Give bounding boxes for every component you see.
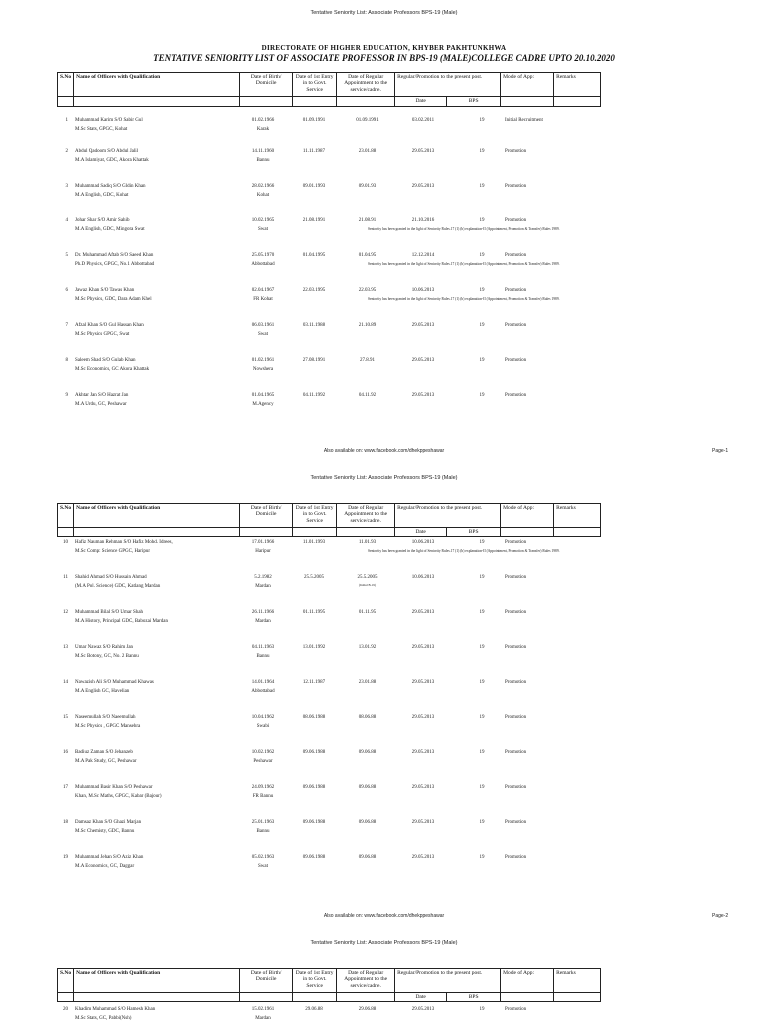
regular-appointment-date: 01.04.95 <box>358 253 377 258</box>
bps-grade: 19 <box>479 715 485 720</box>
officer-name: Shahid Ahmad S/O Hussain Ahmad <box>75 575 147 580</box>
serial-number: 11 <box>63 575 68 580</box>
officer-name: Umar Nawaz S/O Rahim Jan <box>75 645 134 650</box>
bps-grade: 19 <box>479 820 485 825</box>
bps-grade: 19 <box>479 785 485 790</box>
bps-grade: 19 <box>479 575 485 580</box>
regular-appointment-date: 29.06.88 <box>358 1007 377 1012</box>
domicile: Abbottabad <box>251 689 275 694</box>
mode-of-appointment: Promotion <box>505 715 527 720</box>
bps-grade: 19 <box>479 645 485 650</box>
officer-qualification: M.A English, GDC, Kohat <box>75 193 129 198</box>
regular-appointment-date: 23.01.88 <box>358 149 377 154</box>
first-entry-date: 01.09.1991 <box>302 118 326 123</box>
first-entry-date: 09.06.1988 <box>302 820 326 825</box>
officer-qualification: Khan, M.Sc Maths, GPGC, Kabar (Bajour) <box>75 794 162 799</box>
officer-qualification: M.A English, GDC, Mingora Swat <box>75 227 145 232</box>
first-entry-date: 08.06.1988 <box>302 715 326 720</box>
seniority-remark: Seniority has been granted in the light of Seniority Rules.17 (1) (b) explanation-II (Appointment, Promotion & Transfer) Rules 1989. <box>368 549 560 553</box>
regular-appointment-date: 04.11.92 <box>358 393 377 398</box>
promotion-date: 29.05.2013 <box>411 750 435 755</box>
officer-name: Abdul Qadoom S/O Abdul Jalil <box>75 149 139 154</box>
regular-appointment-date: 21.10.89 <box>358 323 377 328</box>
bps-grade: 19 <box>479 184 485 189</box>
first-entry-date: 13.01.1992 <box>302 645 326 650</box>
running-header: Tentative Seniority List: Associate Professors BPS-19 (Male) <box>310 10 458 16</box>
officer-qualification: (M.A Pol. Science) GDC, Katlang Mardan <box>75 584 161 589</box>
mode-of-appointment: Promotion <box>505 680 527 685</box>
domicile: FR Bannu <box>252 794 274 799</box>
serial-number: 14 <box>63 680 68 685</box>
date-of-birth: 04.11.1963 <box>251 645 275 650</box>
page-number: Page-2 <box>712 913 729 919</box>
first-entry-date: 01.11.1995 <box>302 610 326 615</box>
promotion-date: 29.05.2013 <box>411 610 435 615</box>
regular-appointment-date: 09.06.88 <box>358 785 377 790</box>
col-mode: Mode of App: <box>501 73 554 97</box>
promotion-date: 10.06.2013 <box>411 288 435 293</box>
bps-grade: 19 <box>479 855 485 860</box>
serial-number: 20 <box>63 1007 68 1012</box>
officer-name: Badiuz Zaman S/O Jehanzeb <box>75 750 133 755</box>
col-remarks: Remarks <box>554 969 601 993</box>
bps-grade: 19 <box>479 680 485 685</box>
bps-grade: 19 <box>479 253 485 258</box>
domicile: Swabi <box>256 724 270 729</box>
domicile: Swat <box>258 332 268 337</box>
officer-qualification: M.A Islamiyat, GDC, Akora Khattak <box>75 158 149 163</box>
col-promotion: Regular/Promotion to the present post. <box>395 73 501 97</box>
date-of-birth: 26.11.1966 <box>251 610 275 615</box>
mode-of-appointment: Promotion <box>505 393 527 398</box>
page-number: Page-1 <box>712 448 729 454</box>
bps-grade: 19 <box>479 750 485 755</box>
promotion-date: 29.05.2013 <box>411 645 435 650</box>
date-of-birth: 24.09.1962 <box>251 785 275 790</box>
first-entry-date: 25.5.2005 <box>304 575 324 580</box>
officer-qualification: M.Sc Physics , GPGC Mansehra <box>75 724 141 729</box>
promotion-date: 29.05.2013 <box>411 855 435 860</box>
footer-link: Also available on: www.facebook.com/dhekppeshawar <box>323 448 445 454</box>
first-entry-date: 11.01.1993 <box>302 540 326 545</box>
bps-grade: 19 <box>479 1007 485 1012</box>
mode-of-appointment: Promotion <box>505 540 527 545</box>
promotion-date: 29.05.2013 <box>411 149 435 154</box>
first-entry-date: 01.04.1995 <box>302 253 326 258</box>
domicile: Kohat <box>256 193 270 198</box>
promotion-date: 29.05.2013 <box>411 785 435 790</box>
first-entry-date: 09.01.1993 <box>302 184 326 189</box>
officer-name: Muhammad Basir Khan S/O Peshawar <box>75 785 153 790</box>
officer-qualification: Ph.D Physics, GPGC, No.1 Abbottabad <box>75 262 155 267</box>
serial-number: 12 <box>63 610 68 615</box>
domicile: Bannu <box>256 654 270 659</box>
date-of-birth: 01.02.1966 <box>251 118 275 123</box>
date-of-birth: 25.05.1970 <box>251 253 275 258</box>
col-mode: Mode of App: <box>501 504 554 528</box>
mode-of-appointment: Promotion <box>505 323 527 328</box>
officer-name: Nawazish Ali S/O Muhammad Khawas <box>75 680 154 685</box>
serial-number: 15 <box>63 715 68 720</box>
officer-qualification: M.A Pak Study, GC, Peshawar <box>75 759 137 764</box>
regular-appointment-date: 09.06.88 <box>358 820 377 825</box>
officer-qualification: M.Sc Botony, GC, No. 2 Bannu <box>75 654 139 659</box>
date-of-birth: 28.02.1966 <box>251 184 275 189</box>
domicile: Mardan <box>255 1016 271 1021</box>
domicile: Abbottabad <box>251 262 275 267</box>
mode-of-appointment: Promotion <box>505 820 527 825</box>
col-promotion: Regular/Promotion to the present post. <box>395 504 501 528</box>
first-entry-date: 11.11.1987 <box>302 149 326 154</box>
bps-grade: 19 <box>479 218 485 223</box>
promotion-date: 29.05.2013 <box>411 715 435 720</box>
col-date: Date <box>395 97 447 107</box>
column-header-table <box>57 968 601 1002</box>
domicile: M.Agency <box>252 402 274 407</box>
col-mode: Mode of App: <box>501 969 554 993</box>
col-dob: Date of Birth/ Domicile <box>240 969 293 993</box>
col-promotion: Regular/Promotion to the present post. <box>395 969 501 993</box>
col-bps: BPS <box>447 97 501 107</box>
promotion-date: 29.05.2013 <box>411 393 435 398</box>
mode-of-appointment: Promotion <box>505 610 527 615</box>
first-entry-date: 09.06.1988 <box>302 855 326 860</box>
promotion-date: 29.05.2013 <box>411 184 435 189</box>
serial-number: 2 <box>65 149 68 154</box>
promotion-date: 12.12.2014 <box>411 253 435 258</box>
promotion-date: 21.10.2016 <box>411 218 435 223</box>
officer-name: Johar Shar S/O Amir Sahib <box>75 218 130 223</box>
officer-qualification: M.A History, Principal GDC, Babozai Mardan <box>75 619 168 624</box>
date-of-birth: 14.01.1964 <box>251 680 275 685</box>
regular-appointment-date: 08.06.88 <box>358 715 377 720</box>
col-bps: BPS <box>447 528 501 537</box>
domicile: Swat <box>258 864 268 869</box>
mode-of-appointment: Promotion <box>505 855 527 860</box>
serial-number: 16 <box>63 750 68 755</box>
officer-name: Muhammad Sadiq S/O Gldin Khan <box>75 184 146 189</box>
serial-number: 4 <box>65 218 68 223</box>
col-regular: Date of Regular Appointment to the service/cadre. <box>337 504 395 528</box>
col-sno: S.No <box>58 504 74 528</box>
domicile: Swat <box>258 227 268 232</box>
promotion-date: 29.05.2013 <box>411 680 435 685</box>
promotion-date: 10.06.2013 <box>411 575 435 580</box>
footer-link: Also available on: www.facebook.com/dhekppeshawar <box>323 913 445 919</box>
serial-number: 3 <box>65 184 68 189</box>
officer-qualification: M.A English GC, Havelian <box>75 689 130 694</box>
mode-of-appointment: Promotion <box>505 218 527 223</box>
officer-qualification: M.Sc Stats, GPGC, Kohat <box>75 127 128 132</box>
promotion-date: 29.05.2013 <box>411 820 435 825</box>
serial-number: 18 <box>63 820 68 825</box>
serial-number: 5 <box>65 253 68 258</box>
col-name: Name of Officers with Qualification <box>74 73 240 97</box>
officer-name: Muhammad Jehan S/O Aziz Khan <box>75 855 144 860</box>
col-regular: Date of Regular Appointment to the service/cadre. <box>337 73 395 97</box>
date-of-birth: 10.04.1962 <box>251 715 275 720</box>
regular-appointment-date: 09.06.88 <box>358 750 377 755</box>
regular-appointment-date: 13.01.92 <box>358 645 377 650</box>
serial-number: 9 <box>65 393 68 398</box>
officer-name: Damsaz Khan S/O Ghazi Marjan <box>75 820 142 825</box>
regular-appointment-date: 27.8.91 <box>360 358 375 363</box>
mode-of-appointment: Promotion <box>505 1007 527 1012</box>
domicile: Nowshera <box>252 367 274 372</box>
bps-grade: 19 <box>479 358 485 363</box>
promotion-date: 03.02.2011 <box>411 118 435 123</box>
seniority-remark: Seniority has been granted in the light of Seniority Rules.17 (1) (b) explanation-II (Appointment, Promotion & Transfer) Rules 1989. <box>368 227 560 231</box>
promotion-date: 10.06.2013 <box>411 540 435 545</box>
serial-number: 10 <box>63 540 68 545</box>
regular-appointment-date: 23.01.88 <box>358 680 377 685</box>
serial-number: 1 <box>65 118 68 123</box>
bps-grade: 19 <box>479 149 485 154</box>
mode-of-appointment: Promotion <box>505 750 527 755</box>
col-first-entry: Date of 1st Entry in to Govt. Service <box>293 969 337 993</box>
regular-appointment-date: 09.06.88 <box>358 855 377 860</box>
first-entry-date: 03.11.1988 <box>302 323 326 328</box>
mode-of-appointment: Promotion <box>505 288 527 293</box>
bps-grade: 19 <box>479 288 485 293</box>
mode-of-appointment: Promotion <box>505 358 527 363</box>
column-header-table <box>57 503 601 537</box>
col-dob: Date of Birth/ Domicile <box>240 73 293 97</box>
domicile: FR Kohat <box>253 297 273 302</box>
regular-appointment-date: 25.5.2005 <box>357 575 378 580</box>
date-of-birth: 06.03.1961 <box>251 323 275 328</box>
first-entry-date: 29.06.88 <box>305 1007 323 1012</box>
regular-appointment-date: 01.11.95 <box>358 610 377 615</box>
mode-of-appointment: Promotion <box>505 149 527 154</box>
date-of-birth: 01.02.1961 <box>251 358 275 363</box>
bps-grade: 19 <box>479 393 485 398</box>
serial-number: 13 <box>63 645 68 650</box>
domicile: Peshawar <box>253 759 273 764</box>
col-bps: BPS <box>447 993 501 1002</box>
officer-name: Khadim Muhammad S/O Hamesh Khan <box>75 1007 156 1012</box>
mode-of-appointment: Initial Recruitment <box>505 118 543 123</box>
domicile: Karak <box>256 127 270 132</box>
first-entry-date: 04.11.1992 <box>302 393 326 398</box>
directorate-title: DIRECTORATE OF HIGHER EDUCATION, KHYBER PAKHTUNKHWA <box>261 44 507 52</box>
first-entry-date: 27.08.1991 <box>302 358 326 363</box>
promotion-date: 29.05.2013 <box>411 323 435 328</box>
officer-qualification: M.Sc Physics GPGC, Swat <box>75 332 130 337</box>
column-header-table <box>57 72 601 107</box>
bps-grade: 19 <box>479 118 485 123</box>
domicile: Mardan <box>255 584 271 589</box>
running-header: Tentative Seniority List: Associate Professors BPS-19 (Male) <box>310 940 458 946</box>
officer-name: Muhammad Karim S/O Sabir Gul <box>75 118 143 123</box>
serial-number: 6 <box>65 288 68 293</box>
domicile: Haripur <box>255 549 271 554</box>
regular-appointment-date: 11.01.93 <box>358 540 377 545</box>
col-remarks: Remarks <box>554 504 601 528</box>
col-first-entry: Date of 1st Entry in to Govt. Service <box>293 504 337 528</box>
col-first-entry: Date of 1st Entry in to Govt. Service <box>293 73 337 97</box>
officer-name: Dr. Muhammad Aftab S/O Saeed Khan <box>75 253 154 258</box>
promotion-date: 29.05.2013 <box>411 358 435 363</box>
regular-appointment-date: 01.09.1991 <box>356 118 379 123</box>
officer-qualification: M.Sc Comp: Science GPGC, Haripur <box>75 549 150 554</box>
first-entry-date: 22.03.1995 <box>302 288 326 293</box>
mode-of-appointment: Promotion <box>505 184 527 189</box>
officer-qualification: M.Sc Stats, GC, Pabbi(Nsh) <box>75 1016 132 1021</box>
officer-name: Hafiz Nauman Rehman S/O Hafiz Mohd. Idrees, <box>75 540 173 545</box>
serial-number: 19 <box>63 855 68 860</box>
seniority-remark: Seniority has been granted in the light of Seniority Rules.17 (1) (b) explanation-II (Appointment, Promotion & Transfer) Rules 1989. <box>368 262 560 266</box>
promotion-date: 29.05.2013 <box>411 1007 435 1012</box>
date-of-birth: 05.02.1963 <box>251 855 275 860</box>
list-title: TENTATIVE SENIORITY LIST OF ASSOCIATE PROFESSOR IN BPS-19 (MALE)COLLEGE CADRE UPTO 20.10.2020 <box>153 53 615 63</box>
date-of-birth: 01.04.1965 <box>251 393 275 398</box>
date-of-birth: 5.2.1982 <box>254 575 272 580</box>
officer-name: Naseemullah S/O Naeemullah <box>75 715 136 720</box>
first-entry-date: 09.06.1988 <box>302 750 326 755</box>
col-date: Date <box>395 993 447 1002</box>
regular-appointment-date: 21.08.91 <box>358 218 377 223</box>
officer-qualification: M.Sc Economics, GC Akora Khattak <box>75 367 150 372</box>
date-of-birth: 10.02.1965 <box>251 218 275 223</box>
col-sno: S.No <box>58 73 74 97</box>
mode-of-appointment: Promotion <box>505 645 527 650</box>
col-date: Date <box>395 528 447 537</box>
col-sno: S.No <box>58 969 74 993</box>
officer-qualification: M.A Economics, GC, Daggar <box>75 864 135 869</box>
officer-qualification: M.Sc Chemisty, GDC, Bannu <box>75 829 135 834</box>
officer-name: Saleem Shad S/O Gulab Khan <box>75 358 136 363</box>
seniority-remark: Seniority has been granted in the light of Seniority Rules.17 (1) (b) explanation-II (Appointment, Promotion & Transfer) Rules 1989. <box>368 297 560 301</box>
date-of-birth: 15.02.1961 <box>251 1007 275 1012</box>
first-entry-date: 12.11.1987 <box>302 680 326 685</box>
regular-appointment-date: 09.01.93 <box>358 184 377 189</box>
mode-of-appointment: Promotion <box>505 253 527 258</box>
officer-qualification: M.A Urdu, GC, Peshawar <box>75 402 127 407</box>
running-header: Tentative Seniority List: Associate Professors BPS-19 (Male) <box>310 475 458 481</box>
domicile: Bannu <box>256 829 270 834</box>
regular-appointment-date: 22.03.95 <box>358 288 377 293</box>
bps-grade: 19 <box>479 540 485 545</box>
col-name: Name of Officers with Qualification <box>74 969 240 993</box>
bps-grade: 19 <box>479 610 485 615</box>
serial-number: 8 <box>65 358 68 363</box>
officer-name: Muhammad Bilal S/O Umar Shah <box>75 610 144 615</box>
officer-name: Akhtar Jan S/O Hazrat Jan <box>75 393 129 398</box>
officer-qualification: M.Sc Physics, GDC, Dara Adam Khel <box>75 297 152 302</box>
date-of-birth: 25.01.1963 <box>251 820 275 825</box>
first-entry-date: 21.08.1991 <box>302 218 326 223</box>
serial-number: 7 <box>65 323 68 328</box>
regular-appointment-note: (Initial B-19) <box>359 583 376 587</box>
date-of-birth: 17.01.1966 <box>251 540 275 545</box>
first-entry-date: 09.06.1988 <box>302 785 326 790</box>
domicile: Bannu <box>256 158 270 163</box>
serial-number: 17 <box>63 785 68 790</box>
date-of-birth: 02.04.1967 <box>251 288 275 293</box>
date-of-birth: 14.11.1960 <box>251 149 275 154</box>
mode-of-appointment: Promotion <box>505 785 527 790</box>
col-remarks: Remarks <box>554 73 601 97</box>
domicile: Mardan <box>255 619 271 624</box>
col-regular: Date of Regular Appointment to the service/cadre. <box>337 969 395 993</box>
col-dob: Date of Birth/ Domicile <box>240 504 293 528</box>
officer-name: Afzal Khan S/O Gul Hassan Khan <box>75 323 144 328</box>
date-of-birth: 10.02.1962 <box>251 750 275 755</box>
officer-name: Jawaz Khan S/O Tawas Khan <box>75 288 135 293</box>
mode-of-appointment: Promotion <box>505 575 527 580</box>
bps-grade: 19 <box>479 323 485 328</box>
col-name: Name of Officers with Qualification <box>74 504 240 528</box>
